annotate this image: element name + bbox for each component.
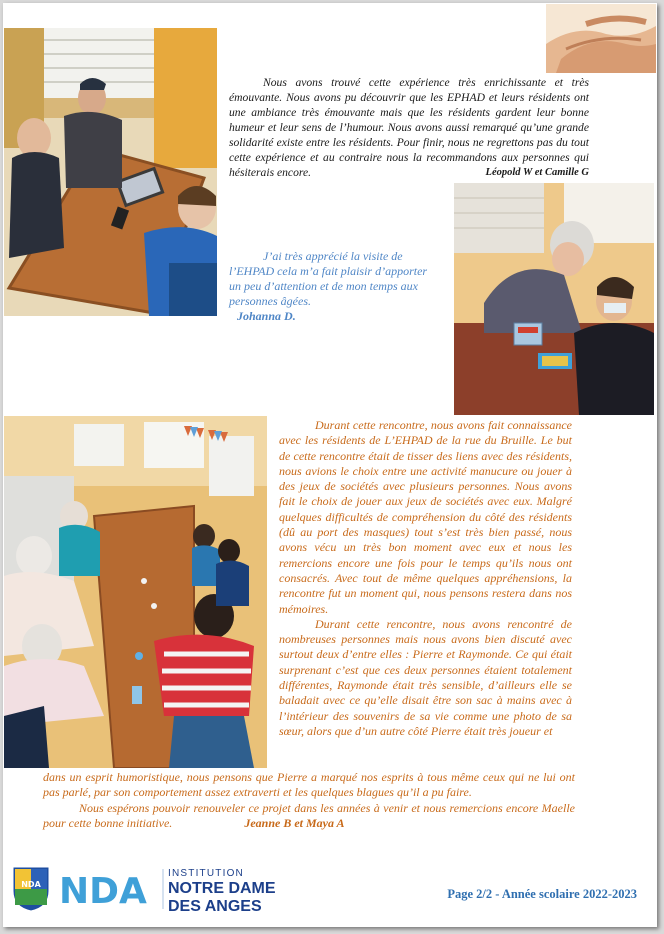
crest-letters: NDA <box>21 880 41 889</box>
testimony-signature: Jeanne B et Maya A <box>244 815 345 830</box>
document-page <box>3 3 657 927</box>
institution-name-line1: NOTRE DAME <box>168 880 276 897</box>
testimony-signature: Léopold W et Camille G <box>485 167 589 178</box>
testimony-jeanne-maya-part2 <box>43 770 575 831</box>
photo-board-game-session <box>4 28 217 316</box>
paragraph <box>279 617 572 739</box>
testimony-leopold-camille <box>229 75 589 180</box>
institution-label: INSTITUTION <box>168 868 244 879</box>
testimony-signature: Johanna D. <box>237 309 296 323</box>
testimony-johanna <box>229 249 439 324</box>
nda-letters: NDA <box>59 871 147 912</box>
testimony-text: Nous avons trouvé cette expérience très enrichissante et très émouvante. Nous avons pu découvrir que les EPHAD et leurs résidents ont une ambiance très émouvante mais que les résidents gardent leur bonne humeur et leur sens de l’humour. Nous avons aussi remarqué qu’une grande solidarité existe entre les résidents. Pour finir, nous ne regrettons pas du tout cette expérience et au contraire nous la recommandons aux personnes qui hésiterais encore. <box>229 76 589 179</box>
nda-logo-icon <box>59 869 163 912</box>
photo-resident-game <box>454 183 654 415</box>
crest-icon <box>13 867 49 911</box>
testimony-para2-start: Durant cette rencontre, nous avons rencontré de nombreuses personnes mais nous avons bien discuté avec surtout deux d’entre elles : Pierre et Raymonde. Ce qui était surprenant c’est que ces deux personnes étaient totalement différentes, Raymonde était très sensible, d’ailleurs elle se baladait avec ce qu’elle disait être son sac à mains avec à l’intérieur des souvenirs de sa vie comme une photo de sa sœur, alors que d’un autre côté Pierre était très joueur et <box>279 616 572 738</box>
testimony-para1: Durant cette rencontre, nous avons fait connaissance avec les résidents de L’EHPAD de la rue du Bruille. Le but de cette rencontre était de tisser des liens avec des résidents, nous avions le choix entre une activité manucure ou jouer à des jeux de sociétés avec plusieurs personnes. Nous avons fait le choix de jouer aux jeux de sociétés avec eux. Malgré quelques difficultés de compréhension du côté des résidents (dû au port des masques) tout s’est très bien passé, nous avons vécu un très bon moment avec eux et nous les remercions encore une fois pour le temps qu’ils nous ont consacrés. Avec tout de même quelques appréhensions, la rencontre fut un moment qui, nous pensons restera dans nos mémoires. <box>279 418 572 616</box>
testimony-text: J’ai très apprécié la visite de l’EHPAD cela m’a fait plaisir d’apporter un peu d’attention et de mon temps aux personnes âgées. <box>229 249 428 308</box>
testimony-jeanne-maya-part1 <box>279 418 572 739</box>
paragraph <box>43 801 575 832</box>
page-info: Page 2/2 - Année scolaire 2022-2023 <box>447 887 637 901</box>
photo-holding-hands <box>546 4 656 73</box>
testimony-para3: Nous espérons pouvoir renouveler ce projet dans les années à venir et nous remercions encore Maelle pour cette bonne initiative. <box>43 800 575 830</box>
paragraph <box>43 770 575 801</box>
photo-activity-room <box>4 416 267 768</box>
testimony-para2-end: dans un esprit humoristique, nous pensons que Pierre a marqué nos esprits à tous même ceux qui ne lui ont pas parlé, par son comportement assez extraverti et les quelques blagues qu’il a pu faire. <box>43 770 575 800</box>
institution-name-line2: DES ANGES <box>168 898 262 915</box>
institution-name <box>168 869 276 915</box>
paragraph <box>279 418 572 617</box>
